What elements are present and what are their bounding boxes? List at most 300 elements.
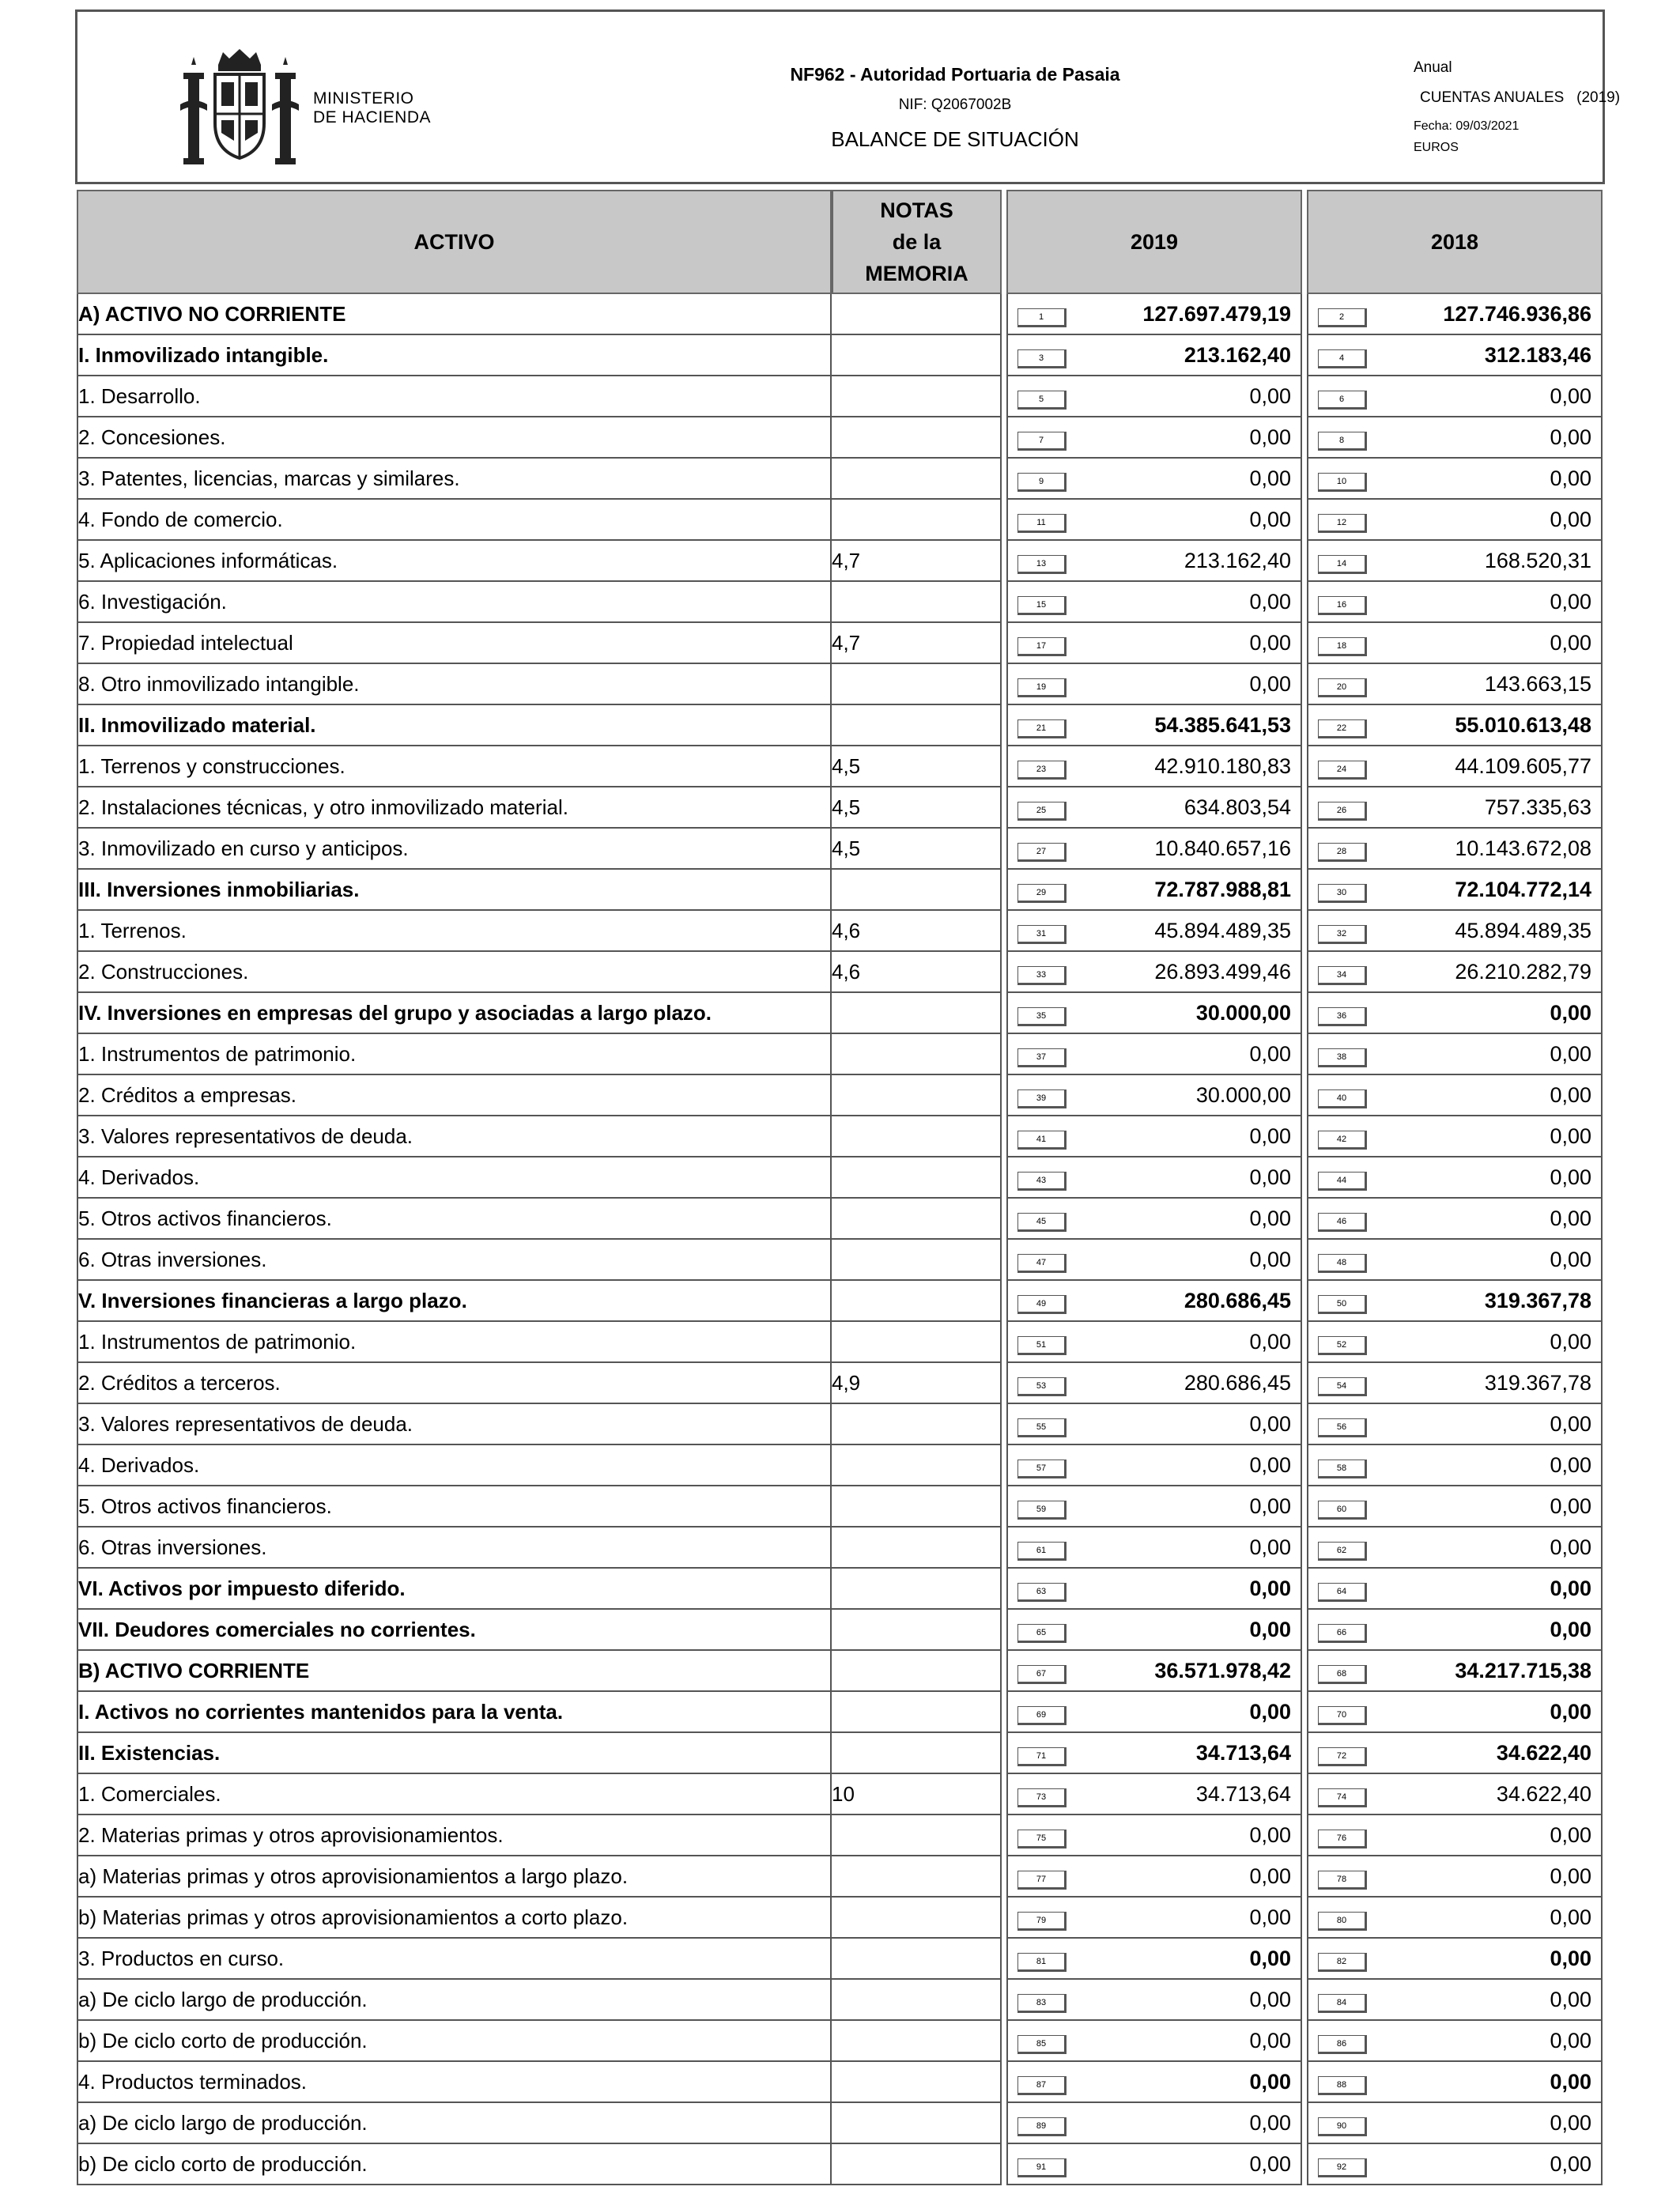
- row-notes: 4,5: [832, 829, 1002, 870]
- value-2019-cell: [1006, 1486, 1302, 1527]
- value-2018-cell: [1307, 829, 1603, 870]
- table-row: [77, 1281, 1603, 1322]
- row-label: 8. Otro inmovilizado intangible.: [77, 664, 832, 705]
- table-row: [77, 1199, 1603, 1240]
- row-notes: [832, 459, 1002, 500]
- row-notes: 4,7: [832, 623, 1002, 664]
- amount-2019: 34.713,64: [1195, 1741, 1291, 1765]
- row-notes: [832, 1980, 1002, 2021]
- line-number-box: 58: [1318, 1460, 1367, 1478]
- value-2018-cell: [1307, 1527, 1603, 1569]
- line-number-box: 20: [1318, 678, 1367, 697]
- table-row: [77, 1774, 1603, 1815]
- value-2019-cell: [1006, 1240, 1302, 1281]
- value-2019-cell: [1006, 1116, 1302, 1157]
- row-notes: [832, 417, 1002, 459]
- value-2018-cell: [1307, 911, 1603, 952]
- line-number-box: 15: [1017, 596, 1067, 615]
- amount-2019: 0,00: [1249, 1864, 1291, 1888]
- amount-2019: 0,00: [1249, 466, 1291, 490]
- row-notes: [832, 376, 1002, 417]
- ministry-name: [313, 89, 431, 127]
- amount-2018: 0,00: [1550, 2029, 1591, 2052]
- line-number-box: 59: [1017, 1501, 1067, 1520]
- table-row: [77, 2021, 1603, 2062]
- row-notes: 4,9: [832, 1363, 1002, 1404]
- amount-2018: 0,00: [1550, 1988, 1591, 2011]
- row-label: VI. Activos por impuesto diferido.: [77, 1569, 832, 1610]
- table-row: [77, 746, 1603, 787]
- nif-text: NIF: Q2067002B: [898, 96, 1012, 113]
- row-label: b) Materias primas y otros aprovisionamientos a corto plazo.: [77, 1898, 832, 1939]
- line-number-box: 73: [1017, 1788, 1067, 1807]
- value-2018-cell: [1307, 459, 1603, 500]
- row-notes: [832, 582, 1002, 623]
- amount-2019: 0,00: [1249, 1700, 1291, 1724]
- line-number-box: 1: [1017, 308, 1067, 327]
- entity-title: NF962 - Autoridad Portuaria de Pasaia: [790, 64, 1120, 85]
- value-2019-cell: [1006, 1199, 1302, 1240]
- row-label: 6. Otras inversiones.: [77, 1527, 832, 1569]
- row-notes: [832, 1569, 1002, 1610]
- line-number-box: 25: [1017, 802, 1067, 821]
- value-2018-cell: [1307, 376, 1603, 417]
- value-2018-cell: [1307, 582, 1603, 623]
- line-number-box: 52: [1318, 1336, 1367, 1355]
- row-label: 2. Instalaciones técnicas, y otro inmovilizado material.: [77, 787, 832, 829]
- amount-2018: 0,00: [1550, 2111, 1591, 2135]
- amount-2018: 757.335,63: [1484, 795, 1591, 819]
- row-label: 1. Terrenos y construcciones.: [77, 746, 832, 787]
- row-label: 3. Patentes, licencias, marcas y similares.: [77, 459, 832, 500]
- amount-2018: 34.622,40: [1496, 1782, 1591, 1806]
- line-number-box: 28: [1318, 843, 1367, 862]
- value-2019-cell: [1006, 1281, 1302, 1322]
- row-label: 3. Productos en curso.: [77, 1939, 832, 1980]
- row-label: 3. Inmovilizado en curso y anticipos.: [77, 829, 832, 870]
- row-notes: [832, 1733, 1002, 1774]
- amount-2018: 0,00: [1550, 1042, 1591, 1066]
- line-number-box: 51: [1017, 1336, 1067, 1355]
- line-number-box: 22: [1318, 719, 1367, 738]
- row-label: 4. Fondo de comercio.: [77, 500, 832, 541]
- period-text: Anual: [1414, 59, 1452, 76]
- value-2019-cell: [1006, 1692, 1302, 1733]
- amount-2018: 0,00: [1550, 1207, 1591, 1230]
- line-number-box: 30: [1318, 884, 1367, 903]
- amount-2018: 0,00: [1550, 2070, 1591, 2094]
- row-label: 1. Comerciales.: [77, 1774, 832, 1815]
- amount-2018: 0,00: [1550, 1248, 1591, 1271]
- table-row: [77, 541, 1603, 582]
- value-2019-cell: [1006, 829, 1302, 870]
- table-row: [77, 459, 1603, 500]
- line-number-box: 79: [1017, 1912, 1067, 1931]
- row-label: II. Existencias.: [77, 1733, 832, 1774]
- value-2018-cell: [1307, 705, 1603, 746]
- line-number-box: 49: [1017, 1295, 1067, 1314]
- line-number-box: 40: [1318, 1089, 1367, 1108]
- value-2019-cell: [1006, 1157, 1302, 1199]
- amount-2018: 0,00: [1550, 1001, 1591, 1025]
- table-row: [77, 1569, 1603, 1610]
- value-2019-cell: [1006, 623, 1302, 664]
- value-2019-cell: [1006, 500, 1302, 541]
- row-label: a) De ciclo largo de producción.: [77, 2103, 832, 2144]
- amount-2019: 0,00: [1249, 672, 1291, 696]
- value-2018-cell: [1307, 1610, 1603, 1651]
- amount-2018: 0,00: [1550, 1905, 1591, 1929]
- amount-2019: 54.385.641,53: [1154, 713, 1291, 737]
- line-number-box: 56: [1318, 1418, 1367, 1437]
- amount-2018: 143.663,15: [1484, 672, 1591, 696]
- line-number-box: 16: [1318, 596, 1367, 615]
- amount-2019: 0,00: [1249, 1412, 1291, 1436]
- row-notes: [832, 870, 1002, 911]
- table-row: [77, 1445, 1603, 1486]
- amount-2019: 0,00: [1249, 1165, 1291, 1189]
- value-2018-cell: [1307, 1363, 1603, 1404]
- row-label: 3. Valores representativos de deuda.: [77, 1116, 832, 1157]
- row-notes: 4,5: [832, 746, 1002, 787]
- amount-2019: 0,00: [1249, 1577, 1291, 1600]
- line-number-box: 36: [1318, 1007, 1367, 1026]
- value-2019-cell: [1006, 1898, 1302, 1939]
- amount-2019: 45.894.489,35: [1154, 919, 1291, 942]
- row-label: VII. Deudores comerciales no corrientes.: [77, 1610, 832, 1651]
- row-notes: [832, 2103, 1002, 2144]
- row-label: b) De ciclo corto de producción.: [77, 2021, 832, 2062]
- table-row: [77, 1404, 1603, 1445]
- row-notes: [832, 1034, 1002, 1075]
- value-2018-cell: [1307, 1898, 1603, 1939]
- amount-2019: 0,00: [1249, 2152, 1291, 2176]
- amount-2019: 72.787.988,81: [1154, 878, 1291, 901]
- row-label: 3. Valores representativos de deuda.: [77, 1404, 832, 1445]
- table-row: [77, 2144, 1603, 2185]
- value-2019-cell: [1006, 376, 1302, 417]
- line-number-box: 64: [1318, 1583, 1367, 1602]
- table-row: [77, 787, 1603, 829]
- amount-2019: 26.893.499,46: [1154, 960, 1291, 984]
- amount-2019: 0,00: [1249, 1905, 1291, 1929]
- line-number-box: 61: [1017, 1542, 1067, 1561]
- value-2019-cell: [1006, 459, 1302, 500]
- table-row: [77, 911, 1603, 952]
- row-notes: [832, 1815, 1002, 1856]
- amount-2019: 42.910.180,83: [1154, 754, 1291, 778]
- table-row: [77, 294, 1603, 335]
- table-row: [77, 1610, 1603, 1651]
- value-2018-cell: [1307, 1322, 1603, 1363]
- row-label: 2. Construcciones.: [77, 952, 832, 993]
- value-2019-cell: [1006, 2144, 1302, 2185]
- row-label: V. Inversiones financieras a largo plazo.: [77, 1281, 832, 1322]
- value-2019-cell: [1006, 1856, 1302, 1898]
- line-number-box: 87: [1017, 2076, 1067, 2095]
- amount-2018: 319.367,78: [1484, 1289, 1591, 1312]
- table-row: [77, 1980, 1603, 2021]
- line-number-box: 55: [1017, 1418, 1067, 1437]
- amount-2018: 0,00: [1550, 1864, 1591, 1888]
- currency-text: EUROS: [1414, 141, 1459, 154]
- amount-2019: 0,00: [1249, 1330, 1291, 1354]
- row-notes: [832, 1281, 1002, 1322]
- row-label: a) De ciclo largo de producción.: [77, 1980, 832, 2021]
- table-row: [77, 1692, 1603, 1733]
- line-number-box: 29: [1017, 884, 1067, 903]
- header-year-2018: 2018: [1307, 190, 1603, 294]
- value-2019-cell: [1006, 1322, 1302, 1363]
- amount-2018: 0,00: [1550, 1165, 1591, 1189]
- amount-2019: 30.000,00: [1195, 1001, 1291, 1025]
- table-row: [77, 1240, 1603, 1281]
- table-row: [77, 335, 1603, 376]
- value-2018-cell: [1307, 1240, 1603, 1281]
- table-row: [77, 1651, 1603, 1692]
- amount-2018: 10.143.672,08: [1455, 836, 1591, 860]
- line-number-box: 9: [1017, 473, 1067, 492]
- amount-2019: 0,00: [1249, 1248, 1291, 1271]
- table-header-row: [77, 190, 1603, 294]
- table-row: [77, 1733, 1603, 1774]
- row-notes: [832, 1199, 1002, 1240]
- amount-2018: 34.217.715,38: [1455, 1659, 1591, 1682]
- line-number-box: 14: [1318, 555, 1367, 574]
- amount-2018: 34.622,40: [1496, 1741, 1591, 1765]
- row-label: 1. Terrenos.: [77, 911, 832, 952]
- amount-2019: 0,00: [1249, 1618, 1291, 1641]
- line-number-box: 42: [1318, 1131, 1367, 1150]
- line-number-box: 27: [1017, 843, 1067, 862]
- line-number-box: 84: [1318, 1994, 1367, 2013]
- amount-2019: 0,00: [1249, 2029, 1291, 2052]
- value-2018-cell: [1307, 1404, 1603, 1445]
- line-number-box: 4: [1318, 349, 1367, 368]
- table-row: [77, 952, 1603, 993]
- amount-2019: 0,00: [1249, 1823, 1291, 1847]
- value-2019-cell: [1006, 2062, 1302, 2103]
- line-number-box: 82: [1318, 1953, 1367, 1972]
- line-number-box: 72: [1318, 1747, 1367, 1766]
- value-2019-cell: [1006, 1404, 1302, 1445]
- amount-2019: 10.840.657,16: [1154, 836, 1291, 860]
- row-label: 4. Derivados.: [77, 1157, 832, 1199]
- value-2019-cell: [1006, 1610, 1302, 1651]
- table-row: [77, 1939, 1603, 1980]
- row-label: I. Inmovilizado intangible.: [77, 335, 832, 376]
- table-row: [77, 1486, 1603, 1527]
- amount-2019: 0,00: [1249, 2070, 1291, 2094]
- value-2018-cell: [1307, 2103, 1603, 2144]
- line-number-box: 67: [1017, 1665, 1067, 1684]
- amount-2019: 0,00: [1249, 508, 1291, 531]
- line-number-box: 7: [1017, 432, 1067, 451]
- value-2018-cell: [1307, 541, 1603, 582]
- row-notes: [832, 1322, 1002, 1363]
- amount-2019: 127.697.479,19: [1142, 302, 1291, 326]
- amount-2018: 319.367,78: [1484, 1371, 1591, 1395]
- row-label: 5. Aplicaciones informáticas.: [77, 541, 832, 582]
- table-row: [77, 1075, 1603, 1116]
- table-row: [77, 1034, 1603, 1075]
- line-number-box: 8: [1318, 432, 1367, 451]
- amount-2018: 0,00: [1550, 1700, 1591, 1724]
- line-number-box: 31: [1017, 925, 1067, 944]
- amount-2018: 0,00: [1550, 1494, 1591, 1518]
- amount-2018: 0,00: [1550, 1124, 1591, 1148]
- amount-2018: 127.746.936,86: [1443, 302, 1591, 326]
- value-2018-cell: [1307, 500, 1603, 541]
- row-label: 1. Instrumentos de patrimonio.: [77, 1034, 832, 1075]
- amount-2019: 0,00: [1249, 631, 1291, 655]
- row-notes: 4,6: [832, 952, 1002, 993]
- value-2018-cell: [1307, 1815, 1603, 1856]
- amount-2018: 168.520,31: [1484, 549, 1591, 572]
- value-2018-cell: [1307, 1116, 1603, 1157]
- value-2019-cell: [1006, 1774, 1302, 1815]
- value-2018-cell: [1307, 870, 1603, 911]
- amount-2018: 0,00: [1550, 2152, 1591, 2176]
- line-number-box: 17: [1017, 637, 1067, 656]
- amount-2018: 0,00: [1550, 1947, 1591, 1970]
- row-notes: [832, 1404, 1002, 1445]
- amount-2019: 0,00: [1249, 1207, 1291, 1230]
- value-2019-cell: [1006, 1075, 1302, 1116]
- row-notes: [832, 2062, 1002, 2103]
- row-label: 6. Otras inversiones.: [77, 1240, 832, 1281]
- line-number-box: 71: [1017, 1747, 1067, 1766]
- row-label: 2. Materias primas y otros aprovisionamientos.: [77, 1815, 832, 1856]
- value-2019-cell: [1006, 1815, 1302, 1856]
- row-notes: [832, 1856, 1002, 1898]
- value-2018-cell: [1307, 2144, 1603, 2185]
- line-number-box: 6: [1318, 391, 1367, 410]
- table-row: [77, 1157, 1603, 1199]
- header-notas-line-2: de la: [892, 230, 942, 254]
- line-number-box: 48: [1318, 1254, 1367, 1273]
- row-label: 2. Créditos a empresas.: [77, 1075, 832, 1116]
- value-2018-cell: [1307, 2021, 1603, 2062]
- value-2019-cell: [1006, 1445, 1302, 1486]
- row-label: 4. Derivados.: [77, 1445, 832, 1486]
- table-row: [77, 1898, 1603, 1939]
- line-number-box: 43: [1017, 1172, 1067, 1191]
- table-row: [77, 623, 1603, 664]
- row-notes: [832, 1075, 1002, 1116]
- amount-2018: 0,00: [1550, 1823, 1591, 1847]
- value-2018-cell: [1307, 664, 1603, 705]
- row-label: I. Activos no corrientes mantenidos para la venta.: [77, 1692, 832, 1733]
- header-year-2019: 2019: [1006, 190, 1302, 294]
- amount-2018: 0,00: [1550, 631, 1591, 655]
- row-notes: 4,5: [832, 787, 1002, 829]
- line-number-box: 54: [1318, 1377, 1367, 1396]
- value-2018-cell: [1307, 993, 1603, 1034]
- line-number-box: 83: [1017, 1994, 1067, 2013]
- row-label: 2. Concesiones.: [77, 417, 832, 459]
- line-number-box: 11: [1017, 514, 1067, 533]
- value-2018-cell: [1307, 1651, 1603, 1692]
- amount-2018: 55.010.613,48: [1455, 713, 1591, 737]
- value-2018-cell: [1307, 335, 1603, 376]
- amount-2018: 26.210.282,79: [1455, 960, 1591, 984]
- amount-2019: 280.686,45: [1184, 1289, 1291, 1312]
- ministry-line-1: MINISTERIO: [313, 89, 414, 108]
- line-number-box: 85: [1017, 2035, 1067, 2054]
- row-notes: [832, 1116, 1002, 1157]
- value-2019-cell: [1006, 664, 1302, 705]
- row-notes: [832, 1157, 1002, 1199]
- table-row: [77, 1815, 1603, 1856]
- value-2019-cell: [1006, 952, 1302, 993]
- value-2018-cell: [1307, 1939, 1603, 1980]
- value-2019-cell: [1006, 705, 1302, 746]
- amount-2019: 0,00: [1249, 1988, 1291, 2011]
- row-notes: [832, 1939, 1002, 1980]
- amount-2019: 0,00: [1249, 1042, 1291, 1066]
- ministry-line-2: DE HACIENDA: [313, 108, 432, 127]
- amount-2018: 0,00: [1550, 1535, 1591, 1559]
- table-row: [77, 705, 1603, 746]
- amount-2019: 0,00: [1249, 1124, 1291, 1148]
- line-number-box: 32: [1318, 925, 1367, 944]
- value-2018-cell: [1307, 1733, 1603, 1774]
- amount-2018: 0,00: [1550, 590, 1591, 614]
- value-2019-cell: [1006, 1034, 1302, 1075]
- table-row: [77, 993, 1603, 1034]
- value-2019-cell: [1006, 541, 1302, 582]
- line-number-box: 89: [1017, 2117, 1067, 2136]
- value-2019-cell: [1006, 1363, 1302, 1404]
- line-number-box: 86: [1318, 2035, 1367, 2054]
- value-2018-cell: [1307, 1856, 1603, 1898]
- line-number-box: 77: [1017, 1871, 1067, 1890]
- line-number-box: 12: [1318, 514, 1367, 533]
- row-label: 1. Desarrollo.: [77, 376, 832, 417]
- row-label: 6. Investigación.: [77, 582, 832, 623]
- row-notes: [832, 294, 1002, 335]
- value-2018-cell: [1307, 1034, 1603, 1075]
- amount-2019: 280.686,45: [1184, 1371, 1291, 1395]
- amount-2019: 0,00: [1249, 384, 1291, 408]
- value-2019-cell: [1006, 335, 1302, 376]
- table-row: [77, 1856, 1603, 1898]
- line-number-box: 62: [1318, 1542, 1367, 1561]
- amount-2018: 0,00: [1550, 508, 1591, 531]
- row-notes: [832, 2021, 1002, 2062]
- amount-2019: 30.000,00: [1195, 1083, 1291, 1107]
- amount-2019: 634.803,54: [1184, 795, 1291, 819]
- line-number-box: 80: [1318, 1912, 1367, 1931]
- line-number-box: 75: [1017, 1830, 1067, 1848]
- amount-2019: 0,00: [1249, 1947, 1291, 1970]
- value-2019-cell: [1006, 1527, 1302, 1569]
- row-notes: [832, 1445, 1002, 1486]
- header-notas-line-1: NOTAS: [880, 198, 953, 222]
- table-row: [77, 829, 1603, 870]
- amount-2018: 0,00: [1550, 1083, 1591, 1107]
- document-title: BALANCE DE SITUACIÓN: [831, 127, 1079, 151]
- value-2018-cell: [1307, 1075, 1603, 1116]
- value-2018-cell: [1307, 294, 1603, 335]
- line-number-box: 23: [1017, 761, 1067, 780]
- amount-2019: 34.713,64: [1195, 1782, 1291, 1806]
- amount-2018: 45.894.489,35: [1455, 919, 1591, 942]
- value-2018-cell: [1307, 1486, 1603, 1527]
- table-row: [77, 1363, 1603, 1404]
- row-label: IV. Inversiones en empresas del grupo y asociadas a largo plazo.: [77, 993, 832, 1034]
